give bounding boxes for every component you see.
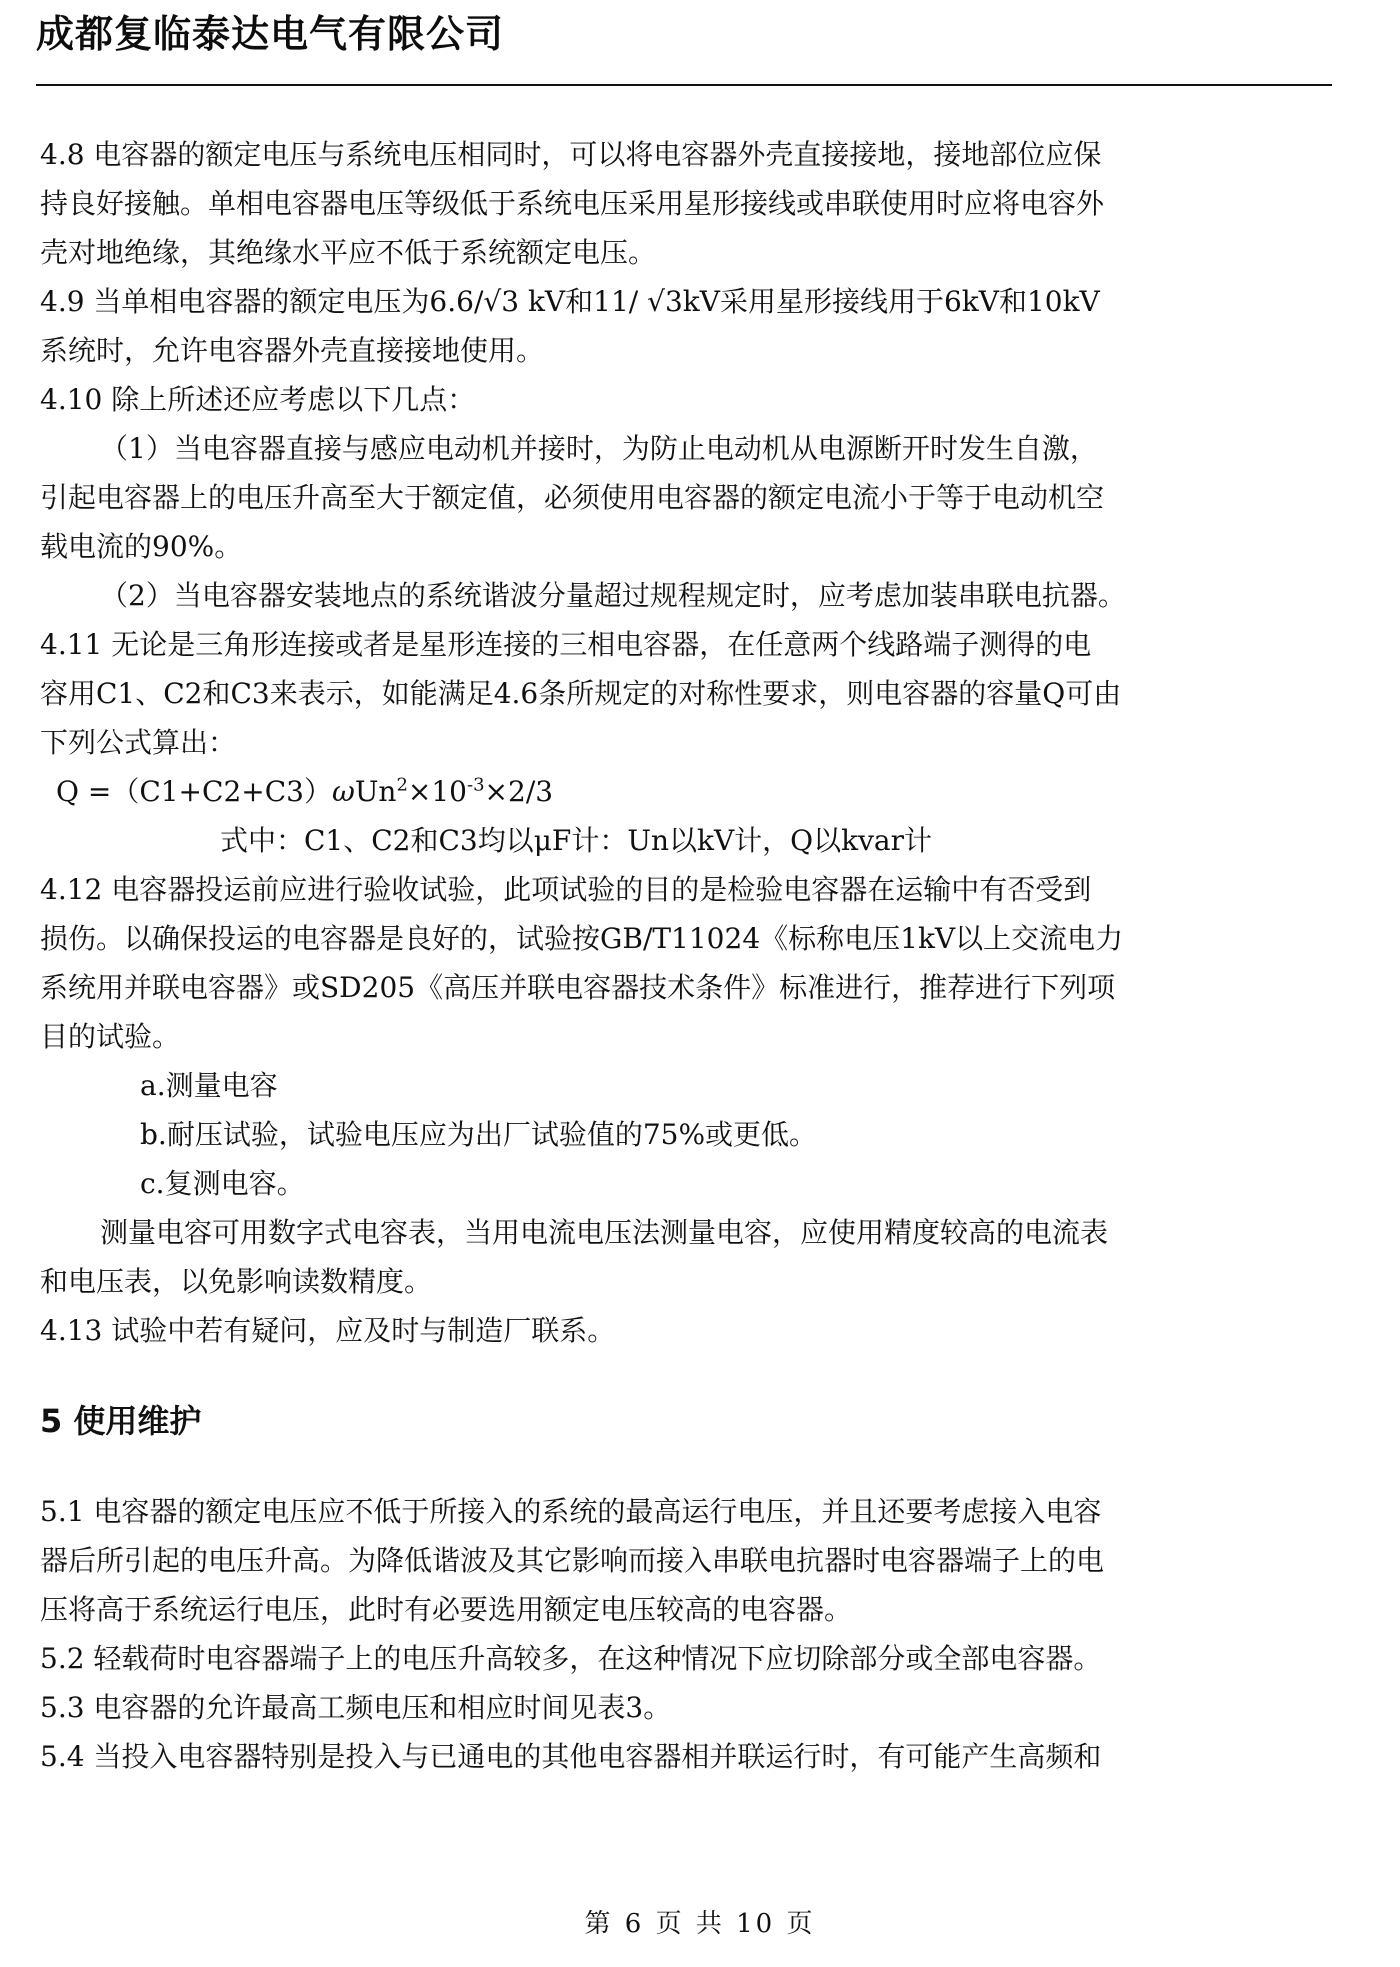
- formula-part: ×10: [407, 775, 467, 808]
- text-line: 和电压表，以免影响读数精度。: [40, 1265, 433, 1298]
- text-line: 4.13 试验中若有疑问，应及时与制造厂联系。: [40, 1314, 616, 1347]
- text-line: 5.4 当投入电容器特别是投入与已通电的其他电容器相并联运行时，有可能产生高频和: [40, 1740, 1102, 1773]
- text-line: 4.12 电容器投运前应进行验收试验，此项试验的目的是检验电容器在运输中有否受到: [40, 873, 1092, 906]
- text-line: 5.3 电容器的允许最高工频电压和相应时间见表3。: [40, 1691, 672, 1724]
- page-number: 第 6 页 共 10 页: [584, 1909, 816, 1939]
- text-line: 损伤。以确保投运的电容器是良好的，试验按GB/T11024《标称电压1kV以上交流电力: [40, 922, 1124, 955]
- text-line: （1）当电容器直接与感应电动机并接时，为防止电动机从电源断开时发生自激，: [100, 432, 1098, 465]
- text-line: 5.1 电容器的额定电压应不低于所接入的系统的最高运行电压，并且还要考虑接入电容: [40, 1495, 1102, 1528]
- section-heading: 5 使用维护: [40, 1402, 202, 1440]
- text-line: 容用C1、C2和C3来表示，如能满足4.6条所规定的对称性要求，则电容器的容量Q可由: [40, 677, 1122, 710]
- text-line: 4.11 无论是三角形连接或者是星形连接的三相电容器，在任意两个线路端子测得的电: [40, 628, 1092, 661]
- body-text: [40, 130, 1336, 1781]
- text-line: 4.10 除上所述还应考虑以下几点：: [40, 383, 476, 416]
- text-line: 持良好接触。单相电容器电压等级低于系统电压采用星形接线或串联使用时应将电容外: [40, 187, 1105, 220]
- text-line: 测量电容可用数字式电容表，当用电流电压法测量电容，应使用精度较高的电流表: [100, 1216, 1109, 1249]
- text-line: 5.2 轻载荷时电容器端子上的电压升高较多，在这种情况下应切除部分或全部电容器。: [40, 1642, 1102, 1675]
- text-line: 引起电容器上的电压升高至大于额定值，必须使用电容器的额定电流小于等于电动机空: [40, 481, 1105, 514]
- text-line: 式中：C1、C2和C3均以μF计：Un以kV计，Q以kvar计: [220, 824, 932, 857]
- text-line: 壳对地绝缘，其绝缘水平应不低于系统额定电压。: [40, 236, 657, 269]
- company-name: 成都复临泰达电气有限公司: [36, 12, 505, 56]
- formula-superscript: 2: [396, 774, 408, 796]
- list-item: c.复测电容。: [140, 1167, 305, 1200]
- text-line: 目的试验。: [40, 1020, 181, 1053]
- text-line: 系统时，允许电容器外壳直接接地使用。: [40, 334, 545, 367]
- list-item: a.测量电容: [140, 1069, 278, 1102]
- text-line: 系统用并联电容器》或SD205《高压并联电容器技术条件》标准进行，推荐进行下列项: [40, 971, 1116, 1004]
- header-divider: [36, 84, 1332, 86]
- formula-part: ×2/3: [484, 775, 554, 808]
- text-line: 压将高于系统运行电压，此时有必要选用额定电压较高的电容器。: [40, 1593, 853, 1626]
- formula-part: Q =（C1+C2+C3）: [56, 775, 332, 808]
- text-line: 4.8 电容器的额定电压与系统电压相同时，可以将电容器外壳直接接地，接地部位应保: [40, 138, 1102, 171]
- capacity-formula: [40, 767, 1336, 816]
- text-line: （2）当电容器安装地点的系统谐波分量超过规程规定时，应考虑加装串联电抗器。: [100, 579, 1126, 612]
- formula-omega: ω: [331, 775, 355, 808]
- text-line: 下列公式算出：: [40, 726, 237, 759]
- text-line: 载电流的90%。: [40, 530, 243, 563]
- formula-superscript: -3: [467, 774, 485, 796]
- text-line: 器后所引起的电压升高。为降低谐波及其它影响而接入串联电抗器时电容器端子上的电: [40, 1544, 1105, 1577]
- text-line: 4.9 当单相电容器的额定电压为6.6/√3 kV和11/ √3kV采用星形接线用于6kV和10kV: [40, 285, 1100, 318]
- formula-part: Un: [354, 775, 397, 808]
- list-item: b.耐压试验，试验电压应为出厂试验值的75%或更低。: [140, 1118, 818, 1151]
